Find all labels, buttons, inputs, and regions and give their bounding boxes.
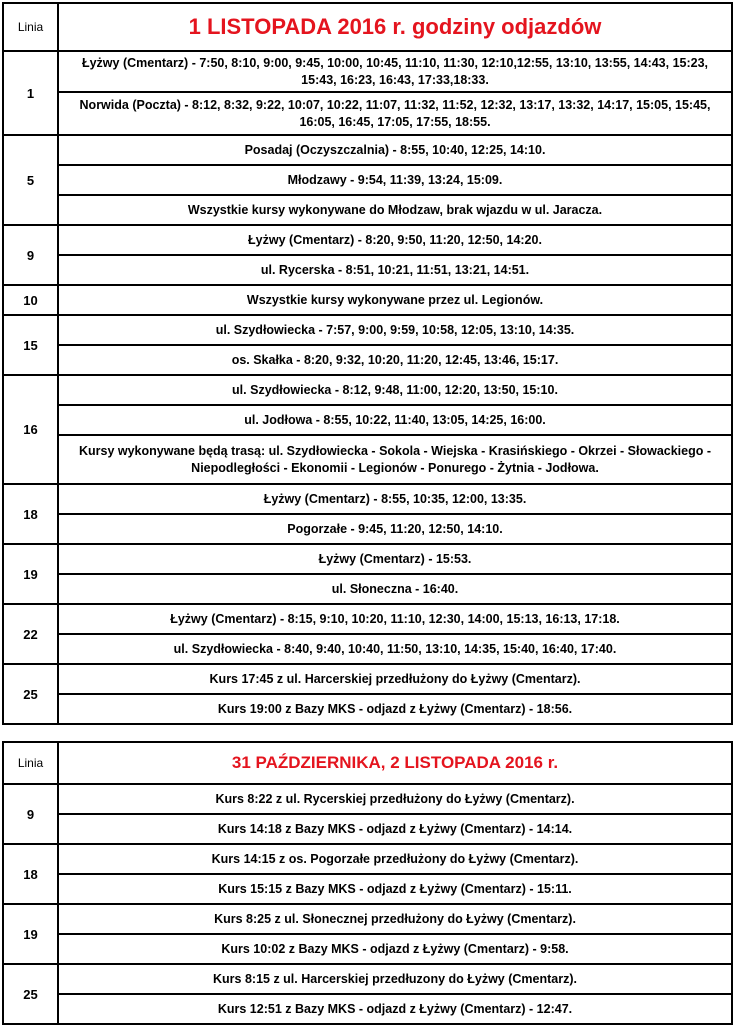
departure-entry: Posadaj (Oczyszczalnia) - 8:55, 10:40, 12:25, 14:10. [58,135,732,165]
departure-entry: Wszystkie kursy wykonywane przez ul. Legionów. [58,285,732,315]
departure-entry: Pogorzałe - 9:45, 11:20, 12:50, 14:10. [58,514,732,544]
schedule-row [3,405,732,435]
departure-entry: Kurs 14:18 z Bazy MKS - odjazd z Łyżwy (Cmentarz) - 14:14. [58,814,732,844]
schedule-row [3,694,732,724]
schedule-table-nov1 [2,2,733,725]
schedule-row [3,135,732,165]
line-number: 16 [3,375,58,484]
schedule-row [3,165,732,195]
schedule-row [3,514,732,544]
schedule-title: 31 PAŹDZIERNIKA, 2 LISTOPADA 2016 r. [58,742,732,784]
departure-entry: ul. Rycerska - 8:51, 10:21, 11:51, 13:21, 14:51. [58,255,732,285]
schedule-row [3,634,732,664]
departure-entry: os. Skałka - 8:20, 9:32, 10:20, 11:20, 12:45, 13:46, 15:17. [58,345,732,375]
departure-entry: ul. Jodłowa - 8:55, 10:22, 11:40, 13:05, 14:25, 16:00. [58,405,732,435]
departure-entry: ul. Szydłowiecka - 8:40, 9:40, 10:40, 11:50, 13:10, 14:35, 15:40, 16:40, 17:40. [58,634,732,664]
schedule-row [3,964,732,994]
schedule-title: 1 LISTOPADA 2016 r. godziny odjazdów [58,3,732,51]
line-number: 18 [3,844,58,904]
schedule-row [3,994,732,1024]
departure-entry: ul. Szydłowiecka - 8:12, 9:48, 11:00, 12:20, 13:50, 15:10. [58,375,732,405]
line-number: 15 [3,315,58,375]
schedule-row [3,315,732,345]
schedule-row [3,484,732,514]
departure-entry: Kursy wykonywane będą trasą: ul. Szydłowiecka - Sokola - Wiejska - Krasińskiego - Okrzei - Słowackiego - Niepodległości - Ekonomii - Legionów - Ponurego - Żytnia - Jodłowa. [58,435,732,484]
line-number: 10 [3,285,58,315]
departure-entry: Kurs 10:02 z Bazy MKS - odjazd z Łyżwy (Cmentarz) - 9:58. [58,934,732,964]
schedule-row [3,51,732,92]
departure-entry: Łyżwy (Cmentarz) - 7:50, 8:10, 9:00, 9:45, 10:00, 10:45, 11:10, 11:30, 12:10,12:55, 13:10, 13:55, 14:43, 15:23, 15:43, 16:23, 16:43, 17:33,18:33. [58,51,732,92]
schedule-row [3,435,732,484]
departure-entry: Norwida (Poczta) - 8:12, 8:32, 9:22, 10:07, 10:22, 11:07, 11:32, 11:52, 12:32, 13:17, 13:32, 14:17, 15:05, 15:45, 16:05, 16:45, 17:05, 17:55, 18:55. [58,92,732,135]
departure-entry: Młodzawy - 9:54, 11:39, 13:24, 15:09. [58,165,732,195]
departure-entry: ul. Szydłowiecka - 7:57, 9:00, 9:59, 10:58, 12:05, 13:10, 14:35. [58,315,732,345]
departure-entry: Łyżwy (Cmentarz) - 8:20, 9:50, 11:20, 12:50, 14:20. [58,225,732,255]
linia-column-header: Linia [3,742,58,784]
line-number: 9 [3,225,58,285]
departure-entry: ul. Słoneczna - 16:40. [58,574,732,604]
schedule-row [3,604,732,634]
line-number: 25 [3,664,58,724]
schedule-row [3,664,732,694]
departure-entry: Kurs 14:15 z os. Pogorzałe przedłużony do Łyżwy (Cmentarz). [58,844,732,874]
linia-column-header: Linia [3,3,58,51]
departure-entry: Kurs 12:51 z Bazy MKS - odjazd z Łyżwy (Cmentarz) - 12:47. [58,994,732,1024]
line-number: 25 [3,964,58,1024]
departure-entry: Kurs 15:15 z Bazy MKS - odjazd z Łyżwy (Cmentarz) - 15:11. [58,874,732,904]
schedule-row [3,874,732,904]
departure-entry: Łyżwy (Cmentarz) - 8:15, 9:10, 10:20, 11:10, 12:30, 14:00, 15:13, 16:13, 17:18. [58,604,732,634]
line-number: 9 [3,784,58,844]
departure-entry: Łyżwy (Cmentarz) - 15:53. [58,544,732,574]
table-header-row [3,3,732,51]
schedule-row [3,784,732,814]
schedule-row [3,285,732,315]
schedule-row [3,904,732,934]
schedule-row [3,195,732,225]
schedule-row [3,544,732,574]
schedule-row [3,225,732,255]
schedule-row [3,814,732,844]
line-number: 19 [3,544,58,604]
line-number: 19 [3,904,58,964]
departure-entry: Kurs 8:15 z ul. Harcerskiej przedłuzony do Łyżwy (Cmentarz). [58,964,732,994]
schedule-row [3,375,732,405]
schedule-table-oct31-nov2 [2,741,733,1025]
table-header-row [3,742,732,784]
line-number: 22 [3,604,58,664]
departure-entry: Kurs 17:45 z ul. Harcerskiej przedłużony do Łyżwy (Cmentarz). [58,664,732,694]
line-number: 5 [3,135,58,225]
departure-entry: Kurs 19:00 z Bazy MKS - odjazd z Łyżwy (Cmentarz) - 18:56. [58,694,732,724]
schedule-row [3,255,732,285]
schedule-row [3,934,732,964]
schedule-row [3,574,732,604]
schedule-row [3,345,732,375]
departure-entry: Łyżwy (Cmentarz) - 8:55, 10:35, 12:00, 13:35. [58,484,732,514]
line-number: 1 [3,51,58,135]
schedule-row [3,92,732,135]
departure-entry: Kurs 8:25 z ul. Słonecznej przedłużony do Łyżwy (Cmentarz). [58,904,732,934]
line-number: 18 [3,484,58,544]
schedule-row [3,844,732,874]
departure-entry: Kurs 8:22 z ul. Rycerskiej przedłużony do Łyżwy (Cmentarz). [58,784,732,814]
departure-entry: Wszystkie kursy wykonywane do Młodzaw, brak wjazdu w ul. Jaracza. [58,195,732,225]
